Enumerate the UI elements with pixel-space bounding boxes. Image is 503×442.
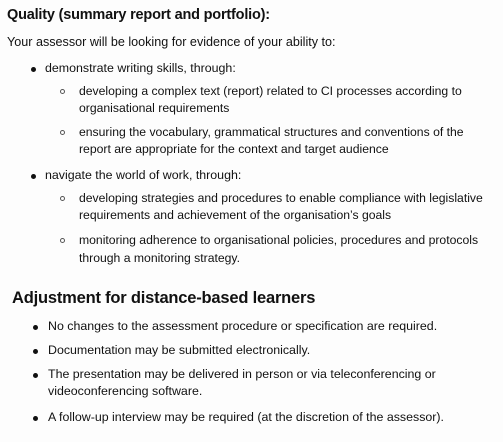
sub-bullet-icon [60, 196, 65, 201]
bullet-icon [31, 67, 36, 72]
sub-item-line: ensuring the vocabulary, grammatical structures and conventions of the [79, 125, 464, 139]
bullet-icon [31, 174, 36, 179]
sub-item-line: developing a complex text (report) related to CI processes according to [79, 84, 462, 98]
sub-bullet-icon [60, 89, 65, 94]
adjustment-item: videoconferencing software. [48, 384, 203, 398]
sub-item-line: through a monitoring strategy. [79, 251, 241, 265]
adjustment-item: The presentation may be delivered in person or via teleconferencing or [48, 367, 436, 381]
sub-bullet-icon [60, 238, 65, 243]
sub-item-line: monitoring adherence to organisational policies, procedures and protocols [79, 233, 479, 247]
bullet-icon [33, 416, 38, 421]
bullet-icon [33, 373, 38, 378]
sub-item-line: organisational requirements [79, 101, 230, 115]
sub-item-line: requirements and achievement of the organisation’s goals [79, 208, 392, 222]
adjustment-item: Documentation may be submitted electronically. [48, 343, 311, 357]
quality-intro: Your assessor will be looking for evidence of your ability to: [7, 35, 336, 49]
bullet-icon [33, 349, 38, 354]
sub-item-line: report are appropriate for the context and target audience [79, 142, 389, 156]
sub-bullet-icon [60, 130, 65, 135]
sub-item-line: developing strategies and procedures to enable compliance with legislative [79, 191, 483, 205]
adjustment-heading: Adjustment for distance-based learners [12, 289, 316, 307]
adjustment-item: A follow-up interview may be required (at the discretion of the assessor). [48, 410, 444, 424]
bullet-icon [33, 325, 38, 330]
quality-item-writing: demonstrate writing skills, through: [45, 61, 236, 75]
quality-item-navigate: navigate the world of work, through: [45, 168, 242, 182]
adjustment-item: No changes to the assessment procedure or specification are required. [48, 319, 438, 333]
quality-heading: Quality (summary report and portfolio): [7, 7, 270, 23]
